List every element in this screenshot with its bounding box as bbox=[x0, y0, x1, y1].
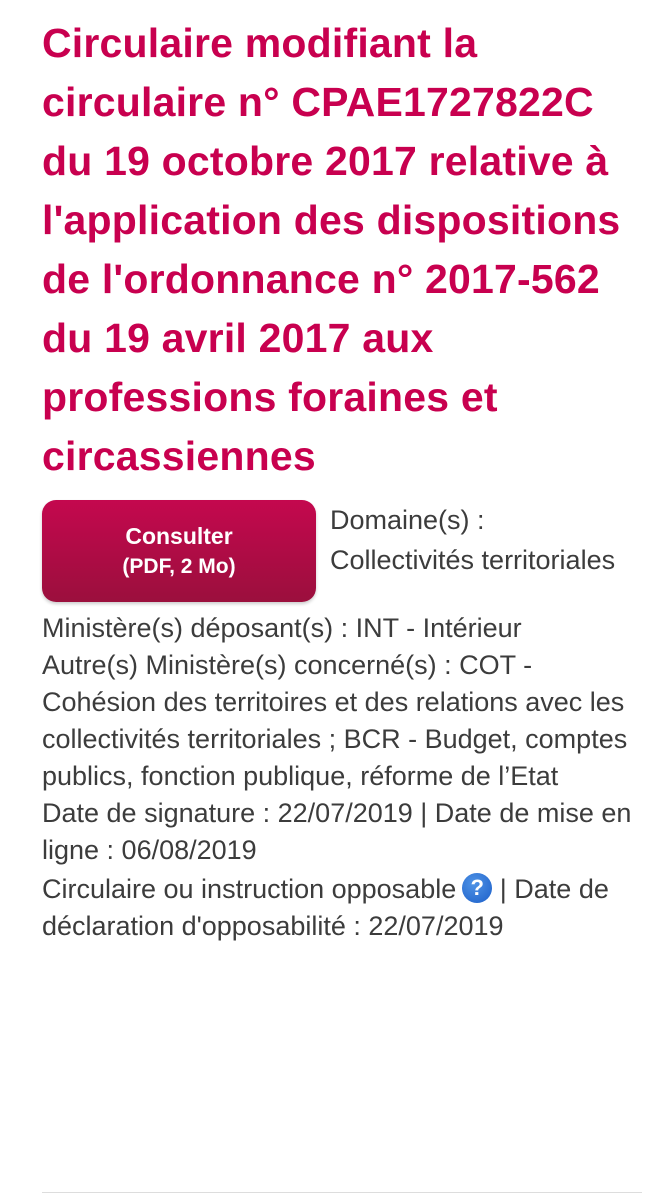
other-ministries-info: Autre(s) Ministère(s) concerné(s) : COT - Cohésion des territoires et des relations avec les collectivités territoriales ; BCR - Budget, comptes publics, fonction publique, réforme de l’Etat bbox=[42, 650, 628, 791]
consult-button-label: Consulter bbox=[125, 523, 233, 549]
consult-pdf-button[interactable] bbox=[42, 500, 316, 602]
domain-label: Domaine(s) : bbox=[330, 505, 485, 535]
domain-info bbox=[330, 500, 615, 580]
opposability-declaration-date: Date de déclaration d'opposabilité : 22/07/2019 bbox=[42, 874, 609, 941]
meta-row bbox=[42, 500, 642, 602]
opposability-label: Circulaire ou instruction opposable bbox=[42, 874, 457, 904]
domain-value: Collectivités territoriales bbox=[330, 545, 616, 575]
circular-detail bbox=[42, 14, 642, 945]
ministry-info: Ministère(s) déposant(s) : INT - Intérieur bbox=[42, 613, 522, 643]
opposability-separator: | bbox=[499, 874, 507, 904]
dates-info: Date de signature : 22/07/2019 | Date de mise en ligne : 06/08/2019 bbox=[42, 798, 632, 865]
bottom-divider bbox=[42, 1192, 642, 1193]
page-title: Circulaire modifiant la circulaire n° CPAE1727822C du 19 octobre 2017 relative à l'application des dispositions de l'ordonnance n° 2017-562 du 19 avril 2017 aux professions foraines et circassiennes bbox=[42, 20, 621, 479]
opposability-info bbox=[42, 871, 642, 945]
consult-file-info: (PDF, 2 Mo) bbox=[122, 555, 236, 578]
question-circle-icon[interactable]: ? bbox=[462, 873, 492, 903]
